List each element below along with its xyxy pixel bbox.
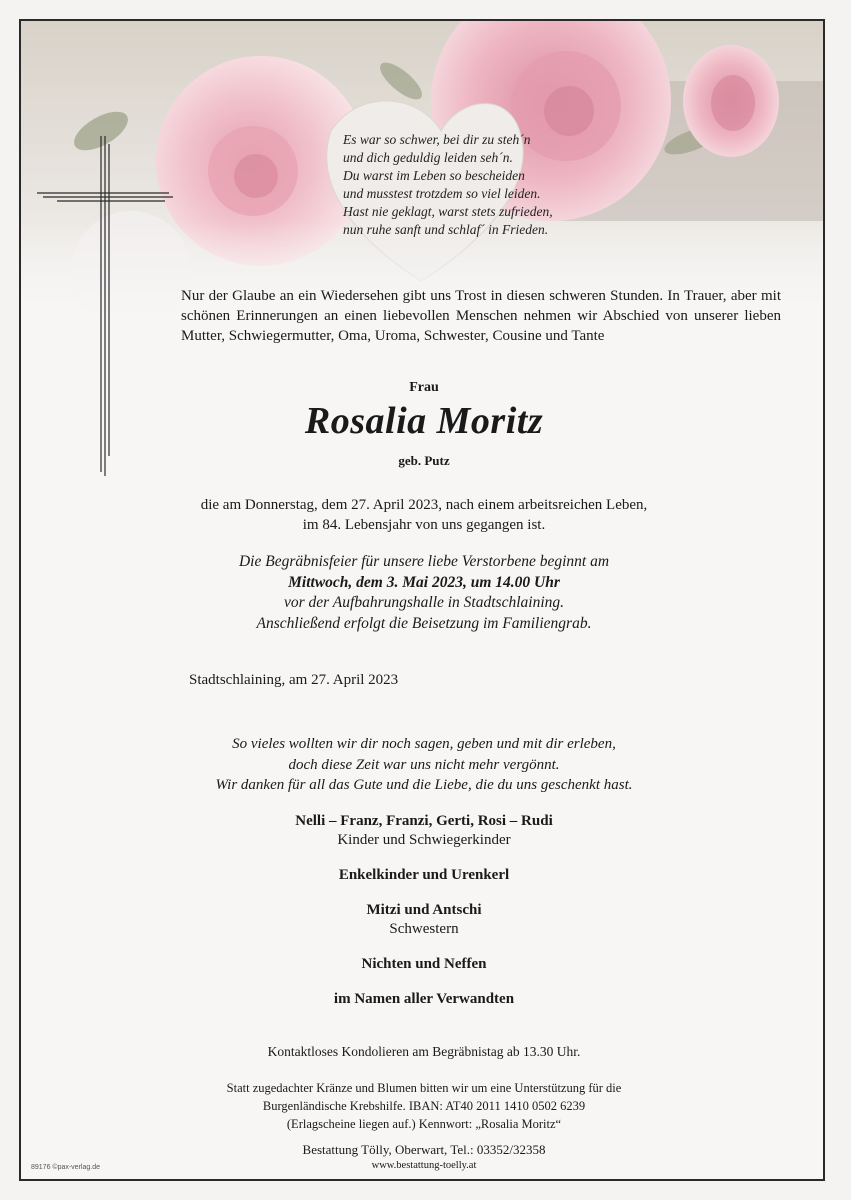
deceased-name: Rosalia Moritz	[304, 400, 544, 442]
poem-line: Es war so schwer, bei dir zu steh´n	[343, 132, 531, 147]
salutation: Frau	[409, 380, 439, 395]
nieces-nephews: Nichten und Neffen	[361, 956, 487, 972]
place-date: Stadtschlaining, am 27. April 2023	[189, 672, 399, 688]
poem	[343, 131, 603, 239]
funeral-home-name: Bestattung Tölly, Oberwart, Tel.: 03352/32358	[302, 1142, 546, 1157]
condolence-note: Kontaktloses Kondolieren am Begräbnistag ab 13.30 Uhr.	[267, 1044, 581, 1059]
donation-line: Burgenländische Krebshilfe. IBAN: AT40 2011 1410 0502 6239	[262, 1099, 586, 1113]
grandchildren: Enkelkinder und Urenkerl	[338, 867, 510, 883]
donation-line: (Erlagscheine liegen auf.) Kennwort: „Rosalia Moritz“	[286, 1117, 562, 1131]
funeral-line: Die Begräbnisfeier für unsere liebe Verstorbene beginnt am	[238, 553, 610, 570]
death-line: im 84. Lebensjahr von uns gegangen ist.	[302, 517, 546, 533]
farewell-quote	[21, 734, 825, 796]
funeral-home	[21, 1142, 825, 1174]
siblings-label: Schwestern	[389, 921, 459, 937]
intro-text: Nur der Glaube an ein Wiedersehen gibt uns Trost in diesen schweren Stunden. In Trauer, aber mit schönen Erinnerungen an einen liebevollen Menschen nehmen wir Abschied von unserer lieben Mutter, Schwiegermutter, Oma, Uroma, Schwester, Cousine und Tante	[181, 288, 781, 344]
quote-line: doch diese Zeit war uns nicht mehr vergönnt.	[288, 756, 560, 773]
maiden-name: geb. Putz	[398, 453, 450, 468]
funeral-line: Anschließend erfolgt die Beisetzung im Familiengrab.	[256, 614, 592, 632]
mourner-group-children	[21, 812, 825, 850]
donation-line: Statt zugedachter Kränze und Blumen bitten wir um eine Unterstützung für die	[226, 1081, 622, 1095]
funeral-date: Mittwoch, dem 3. Mai 2023, um 14.00 Uhr	[288, 573, 560, 591]
poem-line: und musstest trotzdem so viel leiden.	[343, 186, 541, 201]
funeral-details	[21, 552, 825, 634]
quote-line: So vieles wollten wir dir noch sagen, geben und mit dir erleben,	[232, 736, 616, 752]
death-notice	[21, 495, 825, 535]
card-frame	[19, 19, 825, 1181]
poem-line: Hast nie geklagt, warst stets zufrieden,	[343, 204, 553, 219]
children-label: Kinder und Schwiegerkinder	[337, 832, 511, 848]
poem-line: Du warst im Leben so bescheiden	[343, 168, 525, 183]
mourner-group-siblings	[21, 901, 825, 939]
death-line: die am Donnerstag, dem 27. April 2023, nach einem arbeitsreichen Leben,	[200, 497, 648, 513]
print-code: 89176 ©pax-verlag.de	[31, 1164, 100, 1171]
all-relatives: im Namen aller Verwandten	[333, 991, 515, 1007]
children-names: Nelli – Franz, Franzi, Gerti, Rosi – Rudi	[295, 813, 553, 829]
siblings-names: Mitzi und Antschi	[366, 902, 482, 918]
poem-line: nun ruhe sanft und schlaf´ in Frieden.	[343, 222, 549, 237]
quote-line: Wir danken für all das Gute und die Liebe, die du uns geschenkt hast.	[215, 777, 633, 793]
poem-line: und dich geduldig leiden seh´n.	[343, 150, 513, 165]
donation-note	[21, 1079, 825, 1133]
funeral-line: vor der Aufbahrungshalle in Stadtschlaining.	[284, 594, 564, 611]
funeral-home-url: www.bestattung-toelly.at	[371, 1160, 477, 1171]
